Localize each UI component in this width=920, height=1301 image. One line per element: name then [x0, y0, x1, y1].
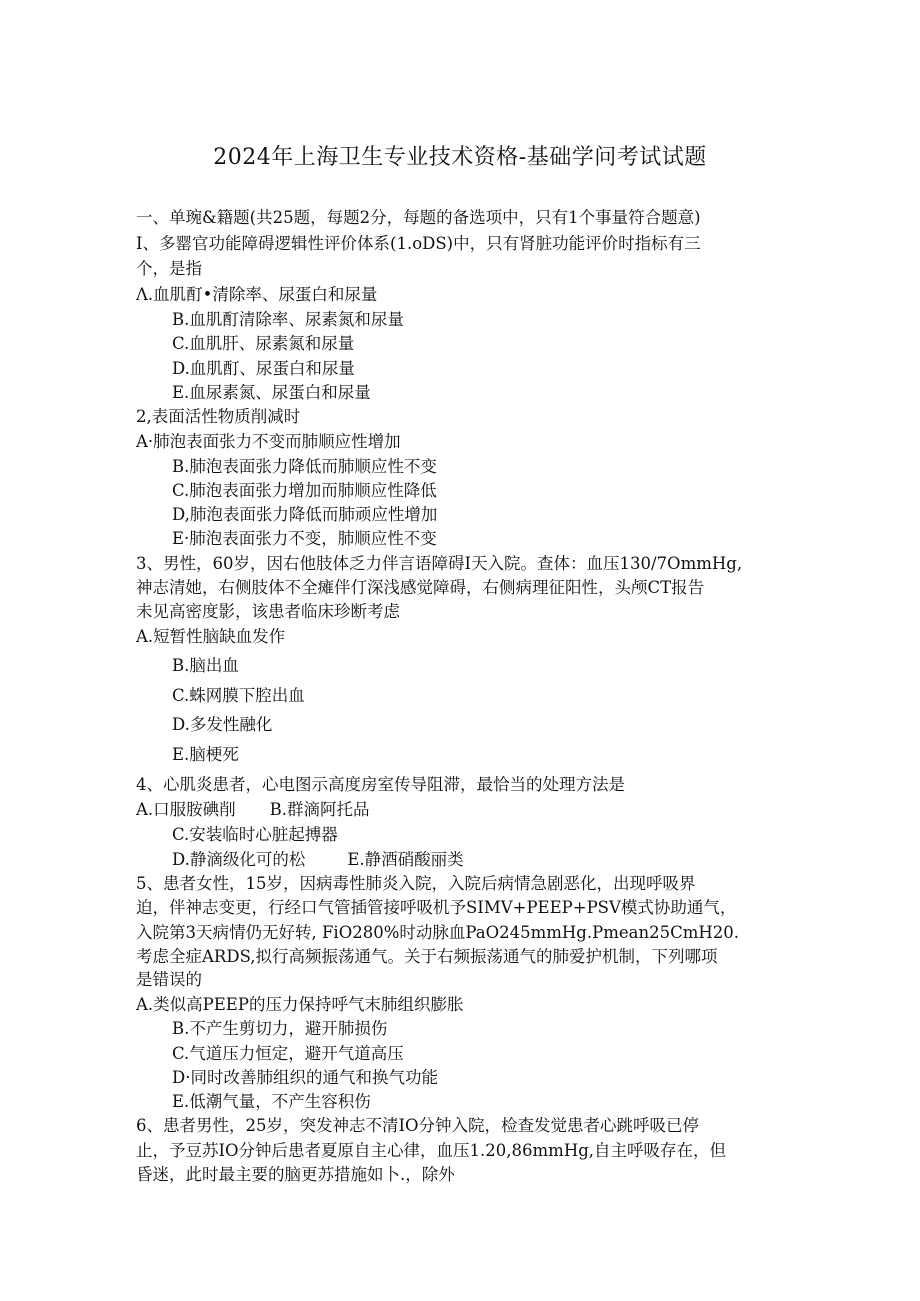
question-5-stem-line-5: 是错误的 — [136, 970, 202, 989]
question-1-option-c: C.血肌肝、尿素氮和尿量 — [172, 334, 355, 353]
question-2-option-e: E·肺泡表面张力不变，肺顺应性不变 — [172, 529, 437, 548]
question-5-option-d: D·同时改善肺组织的通气和换气功能 — [172, 1068, 438, 1087]
question-2-option-c: C.肺泡表面张力增加而肺顺应性降低 — [172, 481, 437, 500]
question-5-stem-line-3: 入院第3天病情仍无好转, FiO280%时动脉血PaO245mmHg.Pmean25CmH20. — [136, 923, 739, 942]
question-3-option-e: E.脑梗死 — [172, 745, 239, 764]
question-4-option-e: E.静酒硝酸丽类 — [347, 850, 464, 869]
question-3-option-b: B.脑出血 — [172, 656, 239, 675]
question-3-option-d: D.多发性融化 — [172, 715, 273, 734]
section-heading: 一、单琬&籍题(共25题，每题2分，每题的备选项中，只有1个事量符合题意) — [136, 208, 701, 227]
question-5-option-a: A.类似高PEEP的压力保持呼气末肺组织膨胀 — [136, 995, 464, 1014]
question-6-stem-line-1: 6、患者男性，25岁，突发神志不清IO分钟入院，检查发觉患者心跳呼吸已停 — [136, 1116, 700, 1135]
question-3-stem-line-3: 未见高密度影，该患者临床珍断考虑 — [136, 602, 400, 621]
question-6-stem-line-2: 止，予豆苏IO分钟后患者夏原自主心律，血压1.20,86mmHg,自主呼吸存在，但 — [136, 1141, 727, 1160]
question-3-stem-line-1: 3、男性，60岁，因右他肢体乏力伴言语障碍I天入院。查体：血压130/7OmmHg, — [136, 554, 743, 573]
question-3-stem-line-2: 神志清她，右侧肢体不全瘫伴仃深浅感觉障碍，右侧病理征阳性，头颅CT报告 — [136, 578, 705, 597]
question-5-option-e: E.低潮气量，不产生容积伤 — [172, 1092, 371, 1111]
question-1-option-d: D.血肌酊、尿蛋白和尿量 — [172, 359, 355, 378]
page-title: 2024年上海卫生专业技术资格-基础学问考试试题 — [213, 145, 707, 170]
question-4-option-b: B.群滴阿托品 — [269, 800, 370, 819]
question-2-option-a: A·肺泡表面张力不变而肺顺应性增加 — [136, 432, 401, 451]
question-4-stem-line-1: 4、心肌炎患者，心电图示高度房室传导阻滞，最恰当的处理方法是 — [136, 775, 625, 794]
question-1-stem-line-1: I、多罂官功能障碍逻辑性评价体系(1.oDS)中，只有肾脏功能评价时指标有三 — [136, 234, 701, 253]
question-6-stem-line-3: 昏迷，此时最主要的脑更苏措施如卜.，除外 — [136, 1165, 455, 1184]
question-2-option-b: B.肺泡表面张力降低而肺顺应性不变 — [172, 457, 437, 476]
question-4-options-de — [172, 848, 464, 872]
question-5-stem-line-1: 5、患者女性，15岁，因病毒性肺炎入院，入院后病情急剧恶化，出现呼吸界 — [136, 874, 696, 893]
question-2-option-d: D,肺泡表面张力降低而肺顽应性增加 — [172, 505, 438, 524]
question-5-option-b: B.不产生剪切力，避开肺损伤 — [172, 1019, 388, 1038]
question-1-option-b: B.血肌酊清除率、尿素氮和尿量 — [172, 310, 404, 329]
question-4-option-a: A.口服胺碘削 — [136, 800, 236, 819]
question-3-option-a: A.短暂性脑缺血发作 — [136, 627, 286, 646]
question-1-option-e: E.血尿素氮、尿蛋白和尿量 — [172, 383, 371, 402]
question-5-stem-line-2: 迫，伴神志变更，行经口气管插管接呼吸机予SIMV+PEEP+PSV模式协助通气， — [136, 898, 737, 917]
question-2-stem-line-1: 2,表面活性物质削减时 — [136, 407, 301, 426]
question-4-options-ab — [136, 798, 370, 822]
question-5-option-c: C.气道压力恒定，避开气道高压 — [172, 1044, 404, 1063]
question-1-stem-line-2: 个，是指 — [136, 259, 202, 278]
question-4-option-d: D.静滴级化可的松 — [172, 850, 306, 869]
question-1-option-a: Λ.血肌酊•清除率、尿蛋白和尿量 — [136, 285, 378, 304]
question-4-option-c: C.安装临时心脏起搏器 — [172, 825, 338, 844]
question-3-option-c: C.蛛网膜下腔出血 — [172, 686, 305, 705]
question-5-stem-line-4: 考虑全症ARDS,拟行高频振荡通气。关于右频振荡通气的肺爱护机制，下列哪项 — [136, 947, 718, 966]
